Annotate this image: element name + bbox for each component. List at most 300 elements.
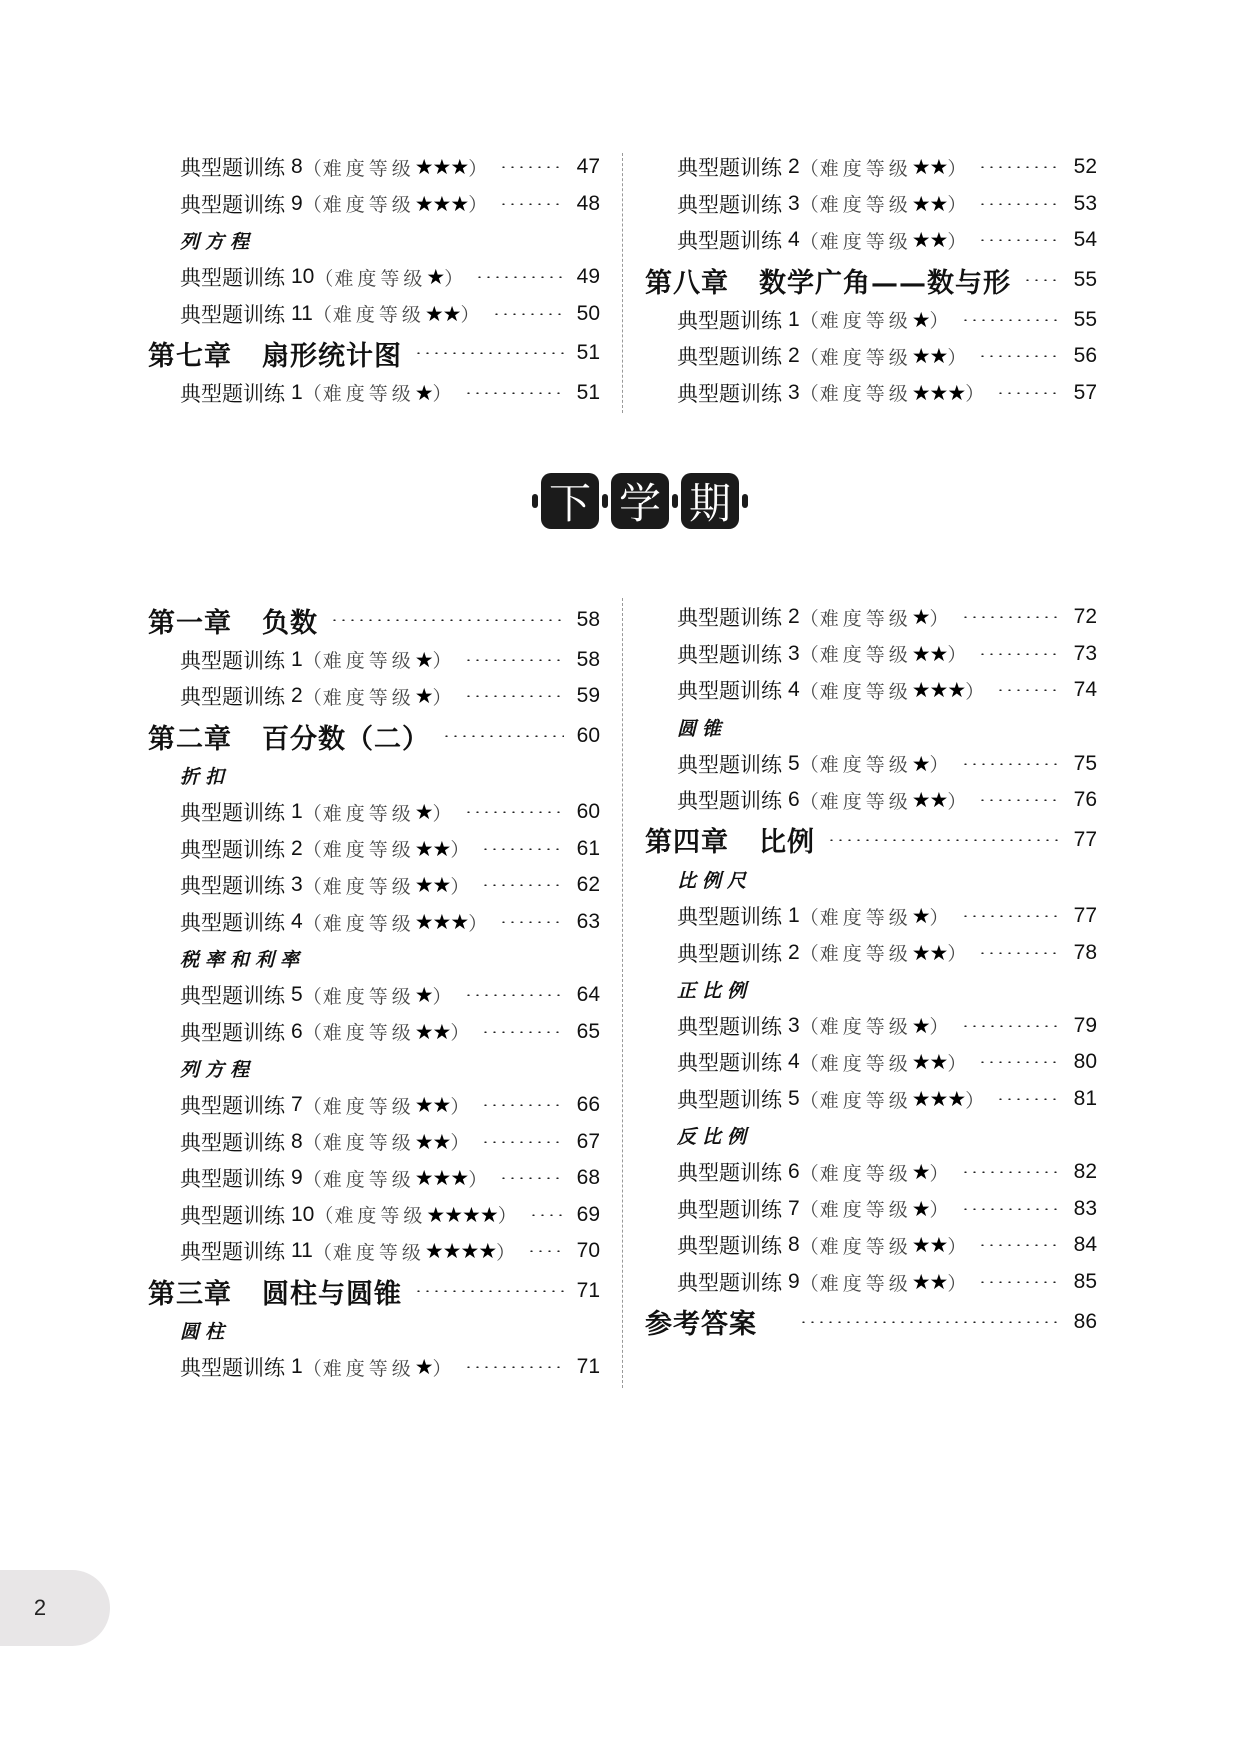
entry-number: 8 [788,1233,800,1257]
entry-number: 3 [788,641,800,665]
entry-number: 5 [291,983,303,1007]
toc-exercise-entry[interactable] [148,1087,600,1124]
difficulty-label: 难度等级 [322,650,415,673]
entry-label: 典型题训练 [180,1356,285,1381]
entry-number: 11 [291,1239,313,1263]
leader-dots [978,653,1061,655]
page-ref: 71 [576,1279,600,1303]
chapter-title: 圆柱与圆锥 [262,1278,402,1310]
star-icon: ★★ [911,788,948,813]
entry-number: 4 [788,678,800,702]
section-label: 列方程 [180,231,256,253]
entry-number: 2 [291,684,303,708]
toc-exercise-entry[interactable] [645,672,1097,709]
chapter-title: 扇形统计图 [262,340,402,372]
toc-chapter-entry[interactable] [148,1271,600,1311]
close-paren: ） [929,310,949,333]
toc-exercise-entry[interactable] [645,599,1097,636]
toc-exercise-entry[interactable] [645,782,1097,819]
toc-exercise-entry[interactable] [148,1160,600,1197]
close-paren: ） [965,680,985,703]
star-icon: ★ [414,684,433,709]
leader-dots [481,1141,564,1143]
star-icon: ★★ [414,873,451,898]
close-paren: ） [496,1241,516,1264]
entry-label: 典型题训练 [677,192,782,217]
chapter-title: 百分数（二） [262,723,430,755]
open-paren: （ [799,1235,819,1258]
open-paren: （ [799,607,819,630]
leader-dots [481,848,564,850]
leader-dots [961,616,1061,618]
close-paren: ） [929,607,949,630]
leader-dots [961,1025,1061,1027]
toc-exercise-entry[interactable] [148,642,600,679]
page-ref: 52 [1073,155,1097,179]
open-paren: （ [799,1199,819,1222]
entry-number: 10 [291,265,315,289]
page-ref: 65 [576,1019,600,1043]
page-ref: 55 [1073,268,1097,292]
difficulty-label: 难度等级 [819,1162,912,1185]
page-ref: 51 [576,341,600,365]
entry-label: 典型题训练 [677,1014,782,1039]
open-paren: （ [302,875,322,898]
leader-dots [481,1104,564,1106]
entry-label: 典型题训练 [180,192,285,217]
toc-exercise-entry[interactable] [148,1197,600,1234]
star-icon: ★★★ [911,678,966,703]
term-header-char: 下 [541,473,599,529]
section-label: 正比例 [677,979,753,1002]
difficulty-label: 难度等级 [322,802,415,825]
page-ref: 73 [1073,641,1097,665]
open-paren: （ [302,1132,322,1155]
entry-number: 6 [788,788,800,812]
leader-dots [464,994,564,996]
entry-number: 3 [788,191,800,215]
entry-number: 2 [788,605,800,629]
leader-dots [464,659,564,661]
star-icon: ★ [911,904,930,929]
entry-number: 4 [788,228,800,252]
difficulty-label: 难度等级 [334,267,427,290]
leader-dots [978,1061,1061,1063]
star-icon: ★★★★ [424,1239,497,1264]
page-ref: 47 [576,155,600,179]
entry-label: 典型题训练 [677,1161,782,1186]
toc-exercise-entry[interactable] [645,1227,1097,1264]
open-paren: （ [799,790,819,813]
difficulty-label: 难度等级 [819,230,912,253]
close-paren: ） [965,383,985,406]
close-paren: ） [468,1168,488,1191]
toc-exercise-entry[interactable] [148,977,600,1014]
entry-label: 典型题训练 [677,789,782,814]
open-paren: （ [799,1052,819,1075]
entry-label: 典型题训练 [180,911,285,936]
star-icon: ★ [911,1196,930,1221]
difficulty-label: 难度等级 [322,686,415,709]
page-ref: 83 [1073,1196,1097,1220]
difficulty-label: 难度等级 [322,1095,415,1118]
entry-label: 典型题训练 [180,837,285,862]
close-paren: ） [450,1132,470,1155]
difficulty-label: 难度等级 [819,680,912,703]
star-icon: ★★ [911,940,948,965]
toc-exercise-entry[interactable] [645,1044,1097,1081]
entry-label: 典型题训练 [677,1234,782,1259]
page-ref: 60 [576,800,600,824]
leader-dots [529,1214,564,1216]
entry-label: 典型题训练 [180,156,285,181]
close-paren: ） [947,157,967,180]
difficulty-label: 难度等级 [819,754,912,777]
close-paren: ） [947,1272,967,1295]
page-ref: 63 [576,910,600,934]
star-icon: ★★★ [414,910,469,935]
toc-exercise-entry[interactable] [645,1081,1097,1118]
leader-dots [978,799,1061,801]
leader-dots [527,1250,564,1252]
star-icon: ★★ [911,344,948,369]
difficulty-label: 难度等级 [819,1199,912,1222]
page-ref: 48 [576,191,600,215]
difficulty-label: 难度等级 [819,790,912,813]
entry-label: 典型题训练 [180,1094,285,1119]
section-label: 反比例 [677,1126,753,1149]
page-ref: 49 [576,265,600,289]
open-paren: （ [302,157,322,180]
entry-number: 2 [788,344,800,368]
column-divider-bottom [622,598,623,1388]
entry-number: 7 [788,1196,800,1220]
close-paren: ） [432,802,452,825]
close-paren: ） [432,650,452,673]
close-paren: ） [450,875,470,898]
star-icon: ★★ [911,1270,948,1295]
close-paren: ） [432,686,452,709]
toc-exercise-entry[interactable] [148,1123,600,1160]
star-icon: ★ [911,605,930,630]
page-ref: 62 [576,873,600,897]
star-icon: ★★★ [911,1087,966,1112]
close-paren: ） [947,1052,967,1075]
toc-section-heading [148,757,600,795]
toc-exercise-entry[interactable] [645,1154,1097,1191]
toc-exercise-entry[interactable] [148,1349,600,1386]
toc-exercise-entry[interactable] [645,1008,1097,1045]
term-header-char: 学 [611,473,669,529]
open-paren: （ [799,644,819,667]
chapter-label: 第七章 [148,340,232,372]
open-paren: （ [799,346,819,369]
open-paren: （ [799,906,819,929]
entry-label: 典型题训练 [677,752,782,777]
star-icon: ★ [414,380,433,405]
page-number: 2 [33,1595,47,1620]
entry-number: 5 [788,751,800,775]
difficulty-label: 难度等级 [322,875,415,898]
section-label: 圆柱 [180,1321,231,1344]
star-icon: ★ [911,1160,930,1185]
toc-chapter-entry[interactable] [148,600,600,640]
entry-number: 9 [291,1166,303,1190]
toc-exercise-entry[interactable] [148,678,600,715]
open-paren: （ [302,839,322,862]
toc-chapter-entry[interactable] [645,1302,1097,1342]
difficulty-label: 难度等级 [322,985,415,1008]
toc-section-heading [148,940,600,978]
entry-number: 4 [291,910,303,934]
page-ref: 58 [576,647,600,671]
entry-number: 4 [788,1050,800,1074]
page-ref: 79 [1073,1013,1097,1037]
toc-exercise-entry[interactable] [148,904,600,941]
toc-chapter-entry[interactable] [645,820,1097,860]
section-label: 比例尺 [677,870,753,892]
page-ref: 54 [1073,228,1097,252]
toc-exercise-entry[interactable] [645,898,1097,935]
close-paren: ） [432,985,452,1008]
close-paren: ） [929,754,949,777]
open-paren: （ [799,943,819,966]
page-ref: 68 [576,1166,600,1190]
star-icon: ★ [414,983,433,1008]
page-ref: 80 [1073,1050,1097,1074]
page-ref: 86 [1073,1309,1097,1333]
close-paren: ） [929,1162,949,1185]
open-paren: （ [799,1272,819,1295]
entry-number: 2 [788,155,800,179]
star-icon: ★ [911,307,930,332]
difficulty-label: 难度等级 [322,839,415,862]
difficulty-label: 难度等级 [332,1241,425,1264]
leader-dots [442,735,564,737]
page-ref: 60 [576,724,600,748]
term-header-char: 期 [681,473,739,529]
toc-exercise-entry[interactable] [148,1233,600,1270]
leader-dots [996,1098,1061,1100]
entry-label: 典型题训练 [180,685,285,710]
entry-number: 1 [291,1355,303,1379]
leader-dots [464,811,564,813]
leader-dots [481,1031,564,1033]
star-icon: ★★★ [414,155,469,180]
entry-label: 典型题训练 [677,1197,782,1222]
page-ref: 67 [576,1129,600,1153]
close-paren: ） [947,230,967,253]
entry-number: 3 [788,1013,800,1037]
leader-dots [330,619,564,621]
toc-exercise-entry[interactable] [148,867,600,904]
close-paren: ） [432,1357,452,1380]
open-paren: （ [302,1168,322,1191]
difficulty-label: 难度等级 [819,906,912,929]
close-paren: ） [450,1022,470,1045]
page-ref: 81 [1073,1087,1097,1111]
page-ref: 58 [576,608,600,632]
entry-number: 3 [788,380,800,404]
close-paren: ） [497,1205,517,1228]
open-paren: （ [312,1241,332,1264]
section-label: 列方程 [180,1059,256,1081]
open-paren: （ [799,1162,819,1185]
leader-dots [414,1290,564,1292]
star-icon: ★ [911,751,930,776]
entry-number: 6 [291,1019,303,1043]
open-paren: （ [302,985,322,1008]
open-paren: （ [799,680,819,703]
toc-chapter-entry[interactable] [148,716,600,756]
toc-exercise-entry[interactable] [148,831,600,868]
entry-label: 典型题训练 [677,156,782,181]
toc-exercise-entry[interactable] [148,1014,600,1051]
chapter-label: 第三章 [148,1278,232,1310]
open-paren: （ [302,1095,322,1118]
open-paren: （ [312,304,332,327]
star-icon: ★★ [911,191,948,216]
page-ref: 71 [576,1355,600,1379]
entry-number: 9 [291,191,303,215]
close-paren: ） [929,1199,949,1222]
difficulty-label: 难度等级 [322,912,415,935]
page-ref: 51 [576,380,600,404]
chapter-label: 参考答案 [645,1309,757,1341]
chapter-label: 第一章 [148,607,232,639]
close-paren: ） [450,1095,470,1118]
star-icon: ★ [414,800,433,825]
page-ref: 76 [1073,788,1097,812]
entry-label: 典型题训练 [677,229,782,254]
entry-number: 5 [788,1087,800,1111]
open-paren: （ [302,802,322,825]
difficulty-label: 难度等级 [819,644,912,667]
leader-dots [499,1177,564,1179]
difficulty-label: 难度等级 [819,1016,912,1039]
chapter-label: 第八章 [645,267,729,299]
open-paren: （ [799,754,819,777]
difficulty-label: 难度等级 [819,1272,912,1295]
page-ref: 53 [1073,191,1097,215]
toc-section-heading [645,708,1097,746]
entry-label: 典型题训练 [180,801,285,826]
page-number-tab [0,1570,110,1646]
leader-dots [996,689,1061,691]
toc-bottom-right [645,0,1097,1420]
chapter-label: 第二章 [148,723,232,755]
open-paren: （ [302,912,322,935]
toc-exercise-entry[interactable] [645,745,1097,782]
chapter-title: 负数 [262,607,318,639]
entry-number: 2 [291,836,303,860]
toc-section-heading [148,1312,600,1350]
entry-label: 典型题训练 [677,941,782,966]
open-paren: （ [799,383,819,406]
leader-dots [961,1208,1061,1210]
entry-number: 6 [788,1160,800,1184]
open-paren: （ [302,1357,322,1380]
entry-number: 1 [291,800,303,824]
entry-label: 典型题训练 [677,345,782,370]
star-icon: ★★ [414,1093,451,1118]
entry-number: 8 [291,155,303,179]
leader-dots [961,763,1061,765]
difficulty-label: 难度等级 [322,1357,415,1380]
star-icon: ★★ [414,1129,451,1154]
page-ref: 77 [1073,827,1097,851]
difficulty-label: 难度等级 [322,194,415,217]
entry-number: 1 [291,380,303,404]
page-ref: 82 [1073,1160,1097,1184]
entry-label: 典型题训练 [677,642,782,667]
leader-dots [799,1321,1061,1323]
leader-dots [464,1366,564,1368]
star-icon: ★ [414,647,433,672]
entry-label: 典型题训练 [180,1020,285,1045]
close-paren: ） [929,906,949,929]
page-ref: 55 [1073,307,1097,331]
open-paren: （ [799,1089,819,1112]
entry-number: 3 [291,873,303,897]
header-notch [602,494,608,508]
leader-dots [961,1171,1061,1173]
page-ref: 74 [1073,678,1097,702]
star-icon: ★★ [414,836,451,861]
entry-number: 11 [291,301,313,325]
entry-label: 典型题训练 [677,905,782,930]
page-ref: 66 [576,1093,600,1117]
close-paren: ） [432,383,452,406]
open-paren: （ [799,157,819,180]
difficulty-label: 难度等级 [819,346,912,369]
entry-label: 典型题训练 [180,302,285,327]
close-paren: ） [947,943,967,966]
entry-label: 典型题训练 [180,874,285,899]
page-ref: 85 [1073,1270,1097,1294]
page-ref: 61 [576,836,600,860]
page-ref: 56 [1073,344,1097,368]
leader-dots [978,952,1061,954]
difficulty-label: 难度等级 [819,943,912,966]
toc-exercise-entry[interactable] [645,636,1097,673]
toc-exercise-entry[interactable] [645,1264,1097,1301]
open-paren: （ [799,230,819,253]
open-paren: （ [799,310,819,333]
entry-label: 典型题训练 [180,381,285,406]
toc-exercise-entry[interactable] [645,934,1097,971]
entry-label: 典型题训练 [180,266,285,291]
difficulty-label: 难度等级 [819,157,912,180]
page-ref: 70 [576,1239,600,1263]
close-paren: ） [929,1016,949,1039]
close-paren: ） [947,194,967,217]
toc-exercise-entry[interactable] [645,1191,1097,1228]
open-paren: （ [799,194,819,217]
difficulty-label: 难度等级 [819,310,912,333]
open-paren: （ [302,194,322,217]
star-icon: ★★★ [414,191,469,216]
chapter-title: 比例 [759,827,815,859]
open-paren: （ [302,1022,322,1045]
entry-number: 1 [291,647,303,671]
star-icon: ★★ [911,228,948,253]
close-paren: ） [947,644,967,667]
difficulty-label: 难度等级 [322,1168,415,1191]
difficulty-label: 难度等级 [819,1235,912,1258]
toc-exercise-entry[interactable] [148,794,600,831]
page-ref: 50 [576,301,600,325]
